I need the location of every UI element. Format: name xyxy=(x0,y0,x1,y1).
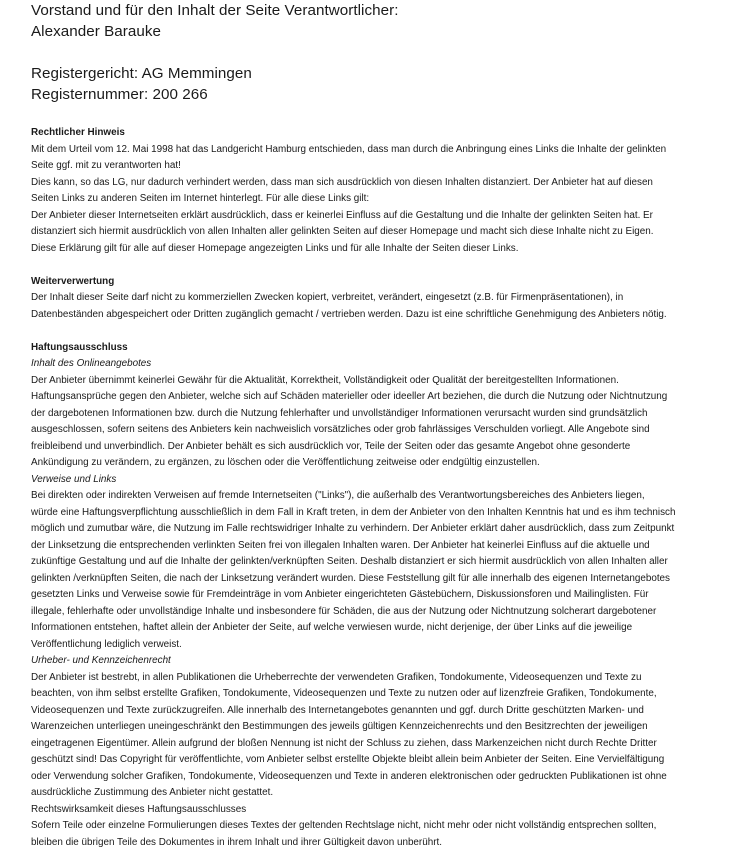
validity-heading: Rechtswirksamkeit dieses Haftungsausschlusses xyxy=(31,802,743,819)
text-line: Warenzeichen unterliegen uneingeschränkt den Bestimmungen des jeweils gültigen Kennzeichenrechts und den Besitzrechten der jeweiligen xyxy=(31,719,743,736)
text-line: Dies kann, so das LG, nur dadurch verhindert werden, dass man sich ausdrücklich von diesen Inhalten distanziert. Der Anbieter hat auf diesen xyxy=(31,175,743,192)
reuse-heading: Weiterverwertung xyxy=(31,274,743,291)
text-line: oder Verwendung solcher Grafiken, Tondokumente, Videosequenzen und Texte in anderen elektronischen oder gedruckten Publikationen ist ohne xyxy=(31,769,743,786)
text-line: Der Anbieter ist bestrebt, in allen Publikationen die Urheberrechte der verwendeten Grafiken, Tondokumente, Videosequenzen und Texte zu xyxy=(31,670,743,687)
text-line: Der Anbieter übernimmt keinerlei Gewähr für die Aktualität, Korrektheit, Vollständigkeit oder Qualität der bereitgestellten Informationen. xyxy=(31,373,743,390)
copyright-heading: Urheber- und Kennzeichenrecht xyxy=(31,653,743,670)
text-line: Der Anbieter dieser Internetseiten erklärt ausdrücklich, dass er keinerlei Einfluss auf die Gestaltung und die Inhalte der gelinkten Seiten hat. Er xyxy=(31,208,743,225)
text-line: Bei direkten oder indirekten Verweisen auf fremde Internetseiten ("Links"), die außerhalb des Verantwortungsbereiches des Anbieters liegen, xyxy=(31,488,743,505)
responsible-label: Vorstand und für den Inhalt der Seite Verantwortlicher: xyxy=(31,0,743,21)
text-line: Veröffentlichung lediglich verweist. xyxy=(31,637,743,654)
links-heading: Verweise und Links xyxy=(31,472,743,489)
text-line: der dargebotenen Informationen bzw. durch die Nutzung fehlerhafter und unvollständiger Informationen verursacht wurden sind grundsätzlich xyxy=(31,406,743,423)
legal-notice-heading: Rechtlicher Hinweis xyxy=(31,125,743,142)
text-line: Diese Erklärung gilt für alle auf dieser Homepage angezeigten Links und für alle Inhalte der Seiten dieser Links. xyxy=(31,241,743,258)
text-line: illegale, fehlerhafte oder unvollständige Inhalte und insbesondere für Schäden, die aus der Nutzung oder Nichtnutzung solcherart dargebotener xyxy=(31,604,743,621)
register-court: Registergericht: AG Memmingen xyxy=(31,63,743,84)
text-line: Sofern Teile oder einzelne Formulierungen dieses Textes der geltenden Rechtslage nicht, nicht mehr oder nicht vollständig entsprechen sollten, xyxy=(31,818,743,835)
text-line: Videosequenzen und Texte zurückzugreifen. Alle innerhalb des Internetangebotes genannten und ggf. durch Dritte geschützten Marken- und xyxy=(31,703,743,720)
text-line: zukünftige Gestaltung und auf die Inhalte der gelinkten/verknüpften Seiten. Deshalb distanziert er sich hiermit ausdrücklich von allen Inhalten aller xyxy=(31,554,743,571)
text-line: beachten, von ihm selbst erstellte Grafiken, Tondokumente, Videosequenzen und Texte zu nutzen oder auf lizenzfreie Grafiken, Tondokumente, xyxy=(31,686,743,703)
text-line: distanziert sich hiermit ausdrücklich von allen Inhalten aller gelinkten Seiten auf dieser Homepage und macht sich diese Inhalte nicht zu Eigen. xyxy=(31,224,743,241)
text-line: Seite ggf. mit zu verantworten hat! xyxy=(31,158,743,175)
text-line: freibleibend und unverbindlich. Der Anbieter behält es sich ausdrücklich vor, Teile der Seiten oder das gesamte Angebot ohne gesonderte xyxy=(31,439,743,456)
text-line: ausdrückliche Zustimmung des Anbieter nicht gestattet. xyxy=(31,785,743,802)
text-line: gelinkten /verknüpften Seiten, die nach der Linksetzung verändert wurden. Diese Feststellung gilt für alle innerhalb des eigenen Internetangebotes xyxy=(31,571,743,588)
text-line: Der Inhalt dieser Seite darf nicht zu kommerziellen Zwecken kopiert, verbreitet, verändert, eingesetzt (z.B. für Firmenpräsentationen), in xyxy=(31,290,743,307)
text-line: Datenbeständen abgespeichert oder Dritten zugänglich gemacht / vertrieben werden. Dazu ist eine schriftliche Genehmigung des Anbieters nötig. xyxy=(31,307,743,324)
text-line: bleiben die übrigen Teile des Dokumentes in ihrem Inhalt und ihrer Gültigkeit davon unberührt. xyxy=(31,835,743,851)
text-line: geschützt sind! Das Copyright für veröffentlichte, vom Anbieter selbst erstellte Objekte bleibt allein beim Anbieter der Seiten. Eine Vervielfältigung xyxy=(31,752,743,769)
legal-notice-section xyxy=(31,114,743,257)
text-line: ausgeschlossen, sofern seitens des Anbieters kein nachweislich vorsätzliches oder grob fahrlässiges Verschulden vorliegt. Alle Angebote sind xyxy=(31,422,743,439)
text-line: Informationen entstehen, haftet allein der Anbieter der Seite, auf welche verwiesen wurde, nicht derjenige, der über Links auf die jeweilige xyxy=(31,620,743,637)
text-line: Haftungsansprüche gegen den Anbieter, welche sich auf Schäden materieller oder ideeller Art beziehen, die durch die Nutzung oder Nichtnutzung xyxy=(31,389,743,406)
text-line: gesetzten Links und Verweise sowie für Fremdeinträge in vom Anbieter eingerichteten Gästebüchern, Diskussionsforen und Mailinglisten. Für xyxy=(31,587,743,604)
text-line: möglich und zumutbar wäre, die Nutzung im Falle rechtswidriger Inhalte zu verhindern. Der Anbieter erklärt daher ausdrücklich, dass zum Zeitpunkt xyxy=(31,521,743,538)
text-line: der Linksetzung die entsprechenden verlinkten Seiten frei von illegalen Inhalten waren. Der Anbieter hat keinerlei Einfluss auf die aktuelle und xyxy=(31,538,743,555)
text-line: Seiten Links zu anderen Seiten im Internet hinterlegt. Für alle diese Links gilt: xyxy=(31,191,743,208)
liability-section xyxy=(31,340,743,851)
imprint-document xyxy=(31,0,743,851)
liability-heading: Haftungsausschluss xyxy=(31,340,743,357)
text-line: eingetragenen Eigentümer. Allein aufgrund der bloßen Nennung ist nicht der Schluss zu ziehen, dass Markenzeichen nicht durch Rechte Dritter xyxy=(31,736,743,753)
text-line: Ankündigung zu verändern, zu ergänzen, zu löschen oder die Veröffentlichung zeitweise oder endgültig einzustellen. xyxy=(31,455,743,472)
register-number: Registernummer: 200 266 xyxy=(31,84,743,105)
text-line: würde eine Haftungsverpflichtung ausschließlich in dem Fall in Kraft treten, in dem der Anbieter von den Inhalten Kenntnis hat und es ihm technisch xyxy=(31,505,743,522)
responsible-name: Alexander Barauke xyxy=(31,21,743,42)
online-content-heading: Inhalt des Onlineangebotes xyxy=(31,356,743,373)
text-line: Mit dem Urteil vom 12. Mai 1998 hat das Landgericht Hamburg entschieden, dass man durch die Anbringung eines Links die Inhalte der gelinkten xyxy=(31,142,743,159)
reuse-section xyxy=(31,274,743,324)
